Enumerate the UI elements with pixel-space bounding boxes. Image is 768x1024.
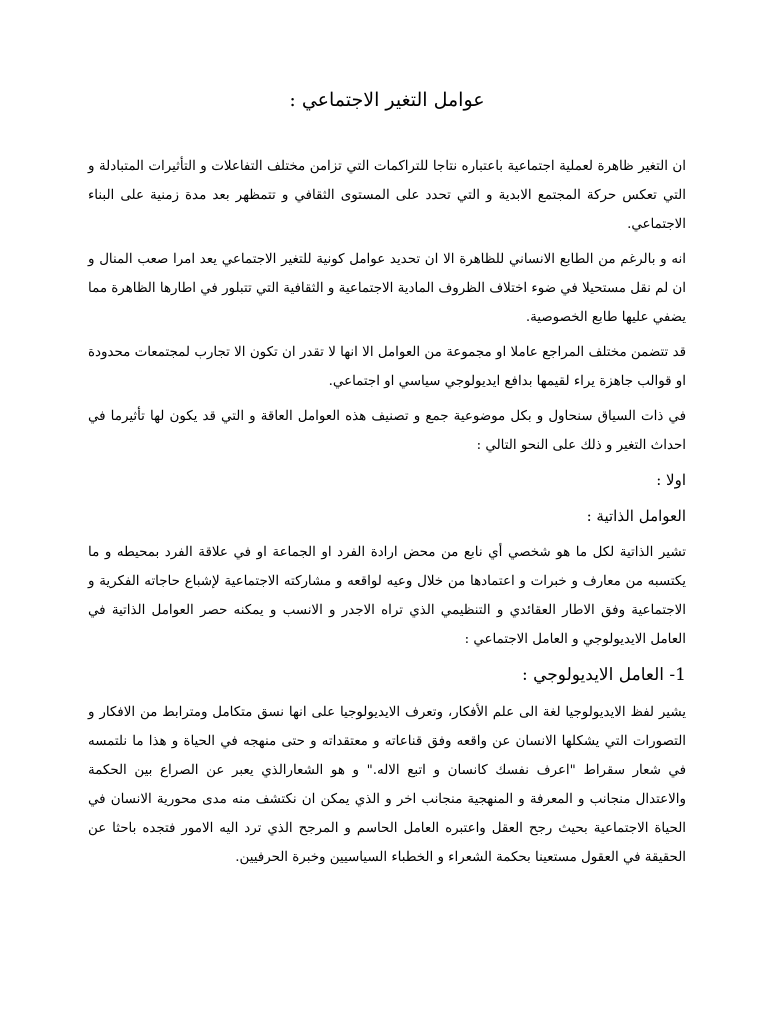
page-title: عوامل التغير الاجتماعي : xyxy=(289,89,485,111)
paragraph-intro-4: في ذات السياق سنحاول و بكل موضوعية جمع و تصنيف هذه العوامل العاقة و التي قد يكون لها تأثيرما في احداث التغير و ذلك على النحو التالي : xyxy=(88,409,686,453)
subheading-ideological-factor: 1- العامل الايديولوجي : xyxy=(521,665,686,685)
paragraph-intro-3: قد تتضمن مختلف المراجع عاملا او مجموعة من العوامل الا انها لا تقدر ان تكون الا تجارب لمجتمعات محدودة او قوالب جاهزة يراء لقيمها بدافع ايديولوجي سياسي او اجتماعي. xyxy=(88,345,686,389)
heading-subjective-factors: العوامل الذاتية : xyxy=(586,507,686,525)
paragraph-subjective: تشير الذاتية لكل ما هو شخصي أي نابع من محض ارادة الفرد او الجماعة او في علاقة الفرد بمحيطه و ما يكتسبه من معارف و خبرات و اعتمادها من خلال وعيه لواقعه و مشاركته الاجتماعية لإشباع حاجاته الفكرية و الاجتماعية وفق الاطار العقائدي و التنظيمي الذي تراه الاجدر و الانسب و يمكنه حصر العوامل الذاتية في العامل الايديولوجي و العامل الاجتماعي : xyxy=(88,545,686,647)
paragraph-ideological: يشير لفظ الايديولوجيا لغة الى علم الأفكار، وتعرف الايديولوجيا على انها نسق متكامل ومترابط من الافكار و التصورات التي يشكلها الانسان عن واقعه وفق قناعاته و معتقداته و حتى منهجه في الحياة و هذا ما نلتمسه في شعار سقراط "اعرف نفسك كانسان و اتبع الاله." و هو الشعارالذي يعبر عن الصراع بين الحكمة والاعتدال منجانب و المعرفة و المنهجية منجانب اخر و الذي يمكن ان نكتشف منه مدى محورية الانسان في الحياة الاجتماعية بحيث رجح العقل واعتبره العامل الحاسم و المرجح الذي ترد اليه الامور فتجده باحثا عن الحقيقة في العقول مستعينا بحكمة الشعراء و الخطباء السياسيين وخبرة الحرفيين. xyxy=(88,705,686,865)
heading-first: اولا : xyxy=(656,471,686,489)
document-body xyxy=(88,86,686,878)
paragraph-intro-1: ان التغير ظاهرة لعملية اجتماعية باعتباره نتاجا للتراكمات التي تزامن مختلف التفاعلات و التأثيرات المتبادلة و التي تعكس حركة المجتمع الابدية و التي تحدد على المستوى الثقافي و تتمظهر بعد مدة زمنية على البناء الاجتماعي. xyxy=(88,159,686,232)
paragraph-intro-2: انه و بالرغم من الطابع الانساني للظاهرة الا ان تحديد عوامل كونية للتغير الاجتماعي يعد امرا صعب المنال و ان لم نقل مستحيلا في ضوء اختلاف الظروف المادية الاجتماعية و الثقافية التي تتبلور في اطارها الظاهرة مما يضفي عليها طابع الخصوصية. xyxy=(88,252,686,325)
